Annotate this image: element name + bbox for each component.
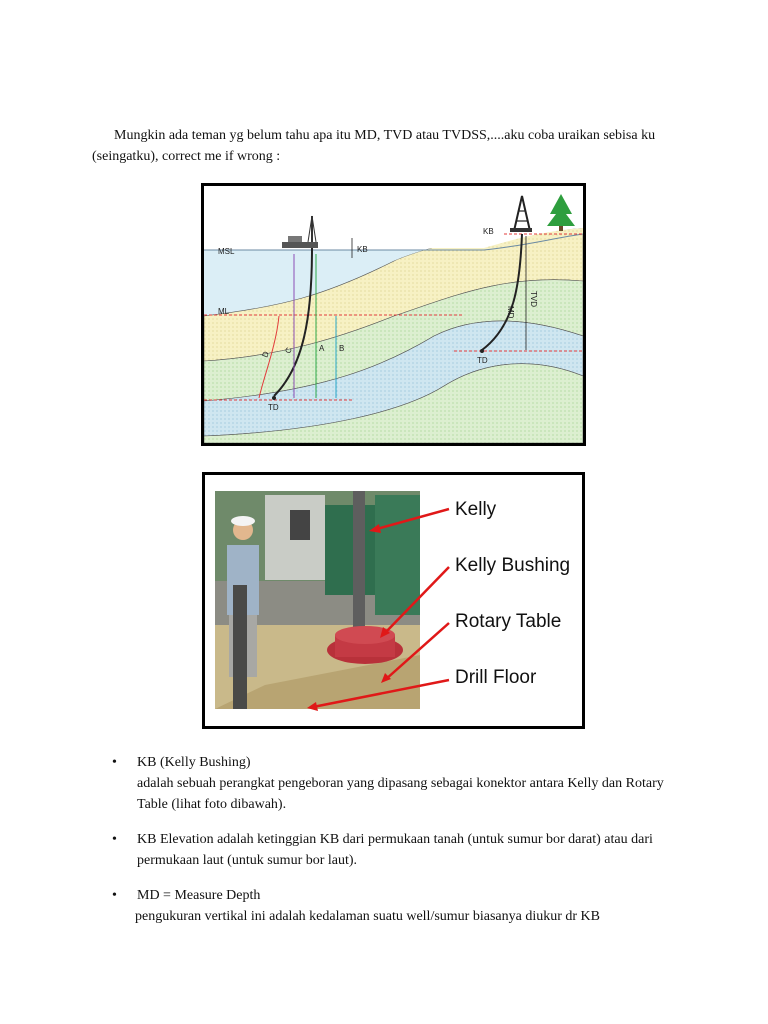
definition-list: [112, 752, 682, 941]
td-label-left: TD: [268, 403, 279, 412]
bullet-title: KB (Kelly Bushing): [137, 755, 251, 770]
bullet-title: MD = Measure Depth: [137, 888, 261, 903]
ml-label: ML: [218, 307, 230, 316]
callout-kelly-bushing: Kelly Bushing: [455, 555, 571, 576]
bullet-body: adalah sebuah perangkat pengeboran yang dipasang sebagai konektor antara Kelly dan Rotary Table (lihat foto dibawah).: [137, 776, 664, 812]
rig-floor-photo-figure: [202, 472, 585, 729]
tvd-label: TVD: [529, 291, 538, 307]
label-c: C: [283, 346, 294, 355]
bullet-body: pengukuran vertikal ini adalah kedalaman suatu well/sumur biasanya diukur dr KB: [135, 909, 600, 924]
bullet-icon: •: [112, 832, 117, 847]
list-item: [112, 885, 682, 927]
md-label: MD: [506, 306, 515, 319]
kb-label-right: KB: [483, 227, 494, 236]
diagram-svg: [204, 186, 583, 443]
bullet-icon: •: [112, 755, 117, 770]
bullet-title: KB Elevation adalah ketinggian KB dari permukaan tanah (untuk sumur bor darat) atau dari permukaan laut (untuk sumur bor laut).: [137, 832, 653, 868]
label-d: D: [260, 350, 271, 359]
well-depth-diagram: [201, 183, 586, 446]
label-a: A: [319, 344, 325, 353]
list-item: [112, 752, 682, 815]
kb-label-left: KB: [357, 245, 368, 254]
callout-drill-floor: Drill Floor: [455, 667, 537, 688]
callout-kelly: Kelly: [455, 499, 497, 520]
rig-floor-svg: [205, 475, 582, 726]
td-label-right: TD: [477, 356, 488, 365]
bullet-icon: •: [112, 888, 117, 903]
callout-rotary-table: Rotary Table: [455, 611, 562, 632]
list-item: [112, 829, 682, 871]
label-b: B: [339, 344, 345, 353]
msl-label: MSL: [218, 247, 235, 256]
intro-paragraph: Mungkin ada teman yg belum tahu apa itu MD, TVD atau TVDSS,....aku coba uraikan sebisa ku (seingatku), correct me if wrong :: [92, 128, 656, 164]
